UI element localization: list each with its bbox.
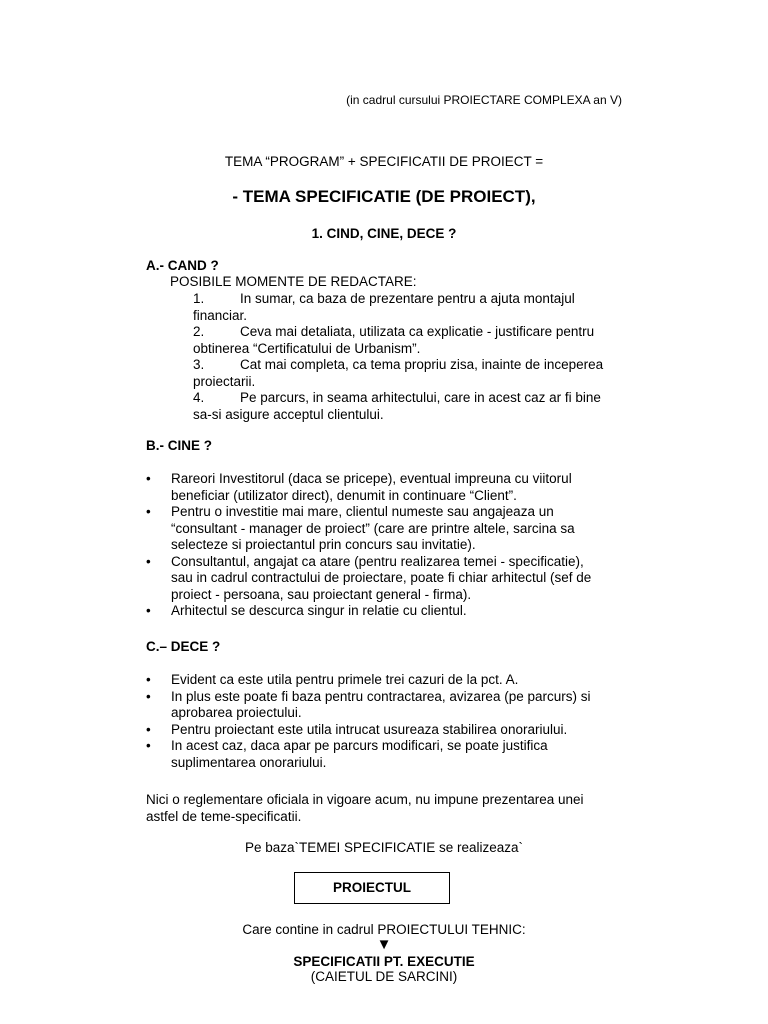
section-a-intro: POSIBILE MOMENTE DE REDACTARE:: [170, 274, 417, 289]
list-item: [146, 738, 626, 771]
list-text: Evident ca este utila pentru primele trei cazuri de la pct. A.: [171, 672, 519, 687]
list-item: [193, 357, 633, 374]
closing-paragraph: [146, 792, 626, 825]
list-text: Pe parcurs, in seama arhitectului, care in acest caz ar fi bine: [240, 390, 601, 405]
bullet-icon: •: [146, 688, 151, 704]
list-item: [193, 390, 633, 407]
list-text: In acest caz, daca apar pe parcurs modificari, se poate justifica: [171, 738, 548, 753]
list-text: Arhitectul se descurca singur in relatie cu clientul.: [171, 603, 467, 618]
list-text-cont: sau in cadrul contractului de proiectare, poate fi chiar arhitectul (sef de: [171, 570, 592, 585]
list-text: Rareori Investitorul (daca se pricepe), eventual impreuna cu viitorul: [171, 471, 572, 486]
closing-line: astfel de teme-specificatii.: [146, 808, 302, 824]
list-text: In plus este poate fi baza pentru contractarea, avizarea (pe parcurs) si: [171, 688, 591, 704]
spec-executie-label: SPECIFICATII PT. EXECUTIE: [293, 954, 475, 969]
section-b-list: [146, 471, 626, 620]
list-item: [146, 722, 626, 739]
list-text-cont: obtinerea “Certificatului de Urbanism”.: [193, 340, 421, 356]
section-a-list: [193, 291, 633, 423]
list-item: [193, 291, 633, 308]
list-item: [146, 689, 626, 722]
caiet-sarcini-label: (CAIETUL DE SARCINI): [310, 969, 458, 984]
list-text-cont: sa-si asigure acceptul clientului.: [193, 406, 384, 422]
section-c-heading: C.– DECE ?: [146, 639, 221, 654]
bullet-icon: •: [146, 603, 151, 618]
list-item: [146, 603, 626, 620]
list-text-cont: proiectarii.: [193, 373, 256, 389]
section-c-list: [146, 672, 626, 771]
list-text-cont: beneficiar (utilizator direct), denumit in continuare “Client”.: [171, 487, 517, 503]
bullet-icon: •: [146, 738, 151, 753]
list-text-cont: suplimentarea onorariului.: [171, 754, 327, 770]
list-text: Pentru o investitie mai mare, clientul numeste sau angajeaza un: [171, 504, 554, 519]
list-text-cont: financiar.: [193, 307, 248, 323]
list-text-cont: aprobarea proiectului.: [171, 705, 302, 720]
contine-line: Care contine in cadrul PROIECTULUI TEHNIC:: [242, 922, 526, 937]
bullet-icon: •: [146, 672, 151, 687]
list-text: In sumar, ca baza de prezentare pentru a ajuta montajul: [240, 291, 575, 306]
list-number: 2.: [193, 324, 205, 339]
section-a-heading: A.- CAND ?: [146, 258, 219, 273]
list-text: Pentru proiectant este utila intrucat usureaza stabilirea onorariului.: [171, 721, 568, 737]
list-text: Ceva mai detaliata, utilizata ca explicatie - justificare pentru: [240, 324, 595, 339]
section-title: 1. CIND, CINE, DECE ?: [311, 226, 457, 241]
list-text: Cat mai completa, ca tema propriu zisa, inainte de inceperea: [240, 357, 604, 372]
main-title: - TEMA SPECIFICATIE (DE PROIECT),: [232, 187, 536, 206]
section-b-heading: B.- CINE ?: [146, 438, 212, 453]
arrow-down-icon: ▼: [376, 936, 392, 953]
closing-line: Nici o reglementare oficiala in vigoare acum, nu impune prezentarea unei: [146, 792, 584, 807]
list-text-cont: proiect - persoana, sau proiectant general - firma).: [171, 586, 472, 602]
list-item: [146, 672, 626, 689]
tema-program-line: TEMA “PROGRAM” + SPECIFICATII DE PROIECT =: [224, 154, 544, 169]
bullet-icon: •: [146, 471, 151, 486]
list-text-cont: “consultant - manager de proiect” (care are printre altele, sarcina sa: [171, 520, 575, 536]
list-item: [146, 554, 626, 604]
list-number: 3.: [193, 357, 205, 372]
pe-baza-line: Pe baza`TEMEI SPECIFICATIE se realizeaza`: [244, 840, 524, 855]
header-note: (in cadrul cursului PROIECTARE COMPLEXA an V): [346, 93, 622, 107]
bullet-icon: •: [146, 721, 151, 737]
list-number: 1.: [193, 291, 205, 306]
list-text-cont: selecteze si proiectantul prin concurs sau invitatie).: [171, 537, 476, 552]
proiectul-box: PROIECTUL: [294, 872, 450, 904]
list-number: 4.: [193, 390, 205, 405]
list-item: [146, 504, 626, 554]
list-item: [193, 324, 633, 341]
list-text: Consultantul, angajat ca atare (pentru realizarea temei - specificatie),: [171, 553, 584, 569]
list-item: [146, 471, 626, 504]
bullet-icon: •: [146, 553, 151, 569]
bullet-icon: •: [146, 504, 151, 519]
